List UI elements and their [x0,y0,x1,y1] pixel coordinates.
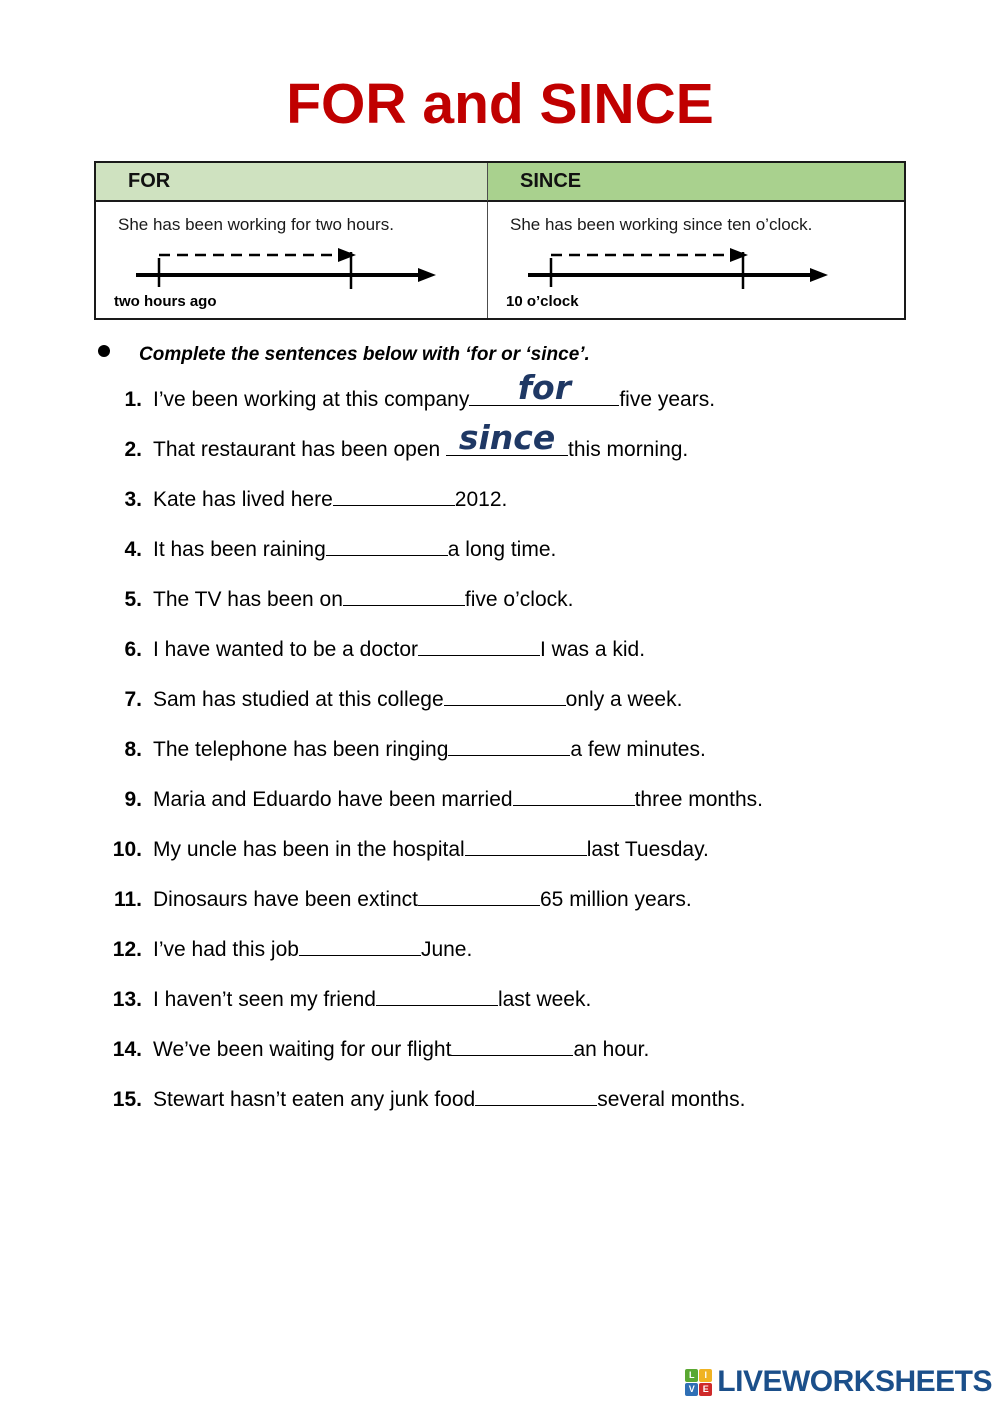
answer-blank-12[interactable] [299,934,421,956]
sentence-after: a long time. [447,538,557,561]
logo-square-i: I [699,1369,712,1382]
exercise-sentence [153,834,709,862]
exercise-item-13 [0,984,1000,1034]
sentence-before: We’ve been waiting for our flight [153,1038,452,1061]
exercise-item-7 [0,684,1000,734]
example-sentence-for: She has been working for two hours. [118,215,394,234]
answer-blank-15[interactable] [475,1084,597,1106]
sentence-after: five years. [619,388,716,411]
answer-blank-7[interactable] [444,684,566,706]
exercise-number: 12. [112,938,142,961]
exercise-sentence [153,484,507,512]
table-header-for: FOR [96,163,488,202]
answer-blank-6[interactable] [418,634,540,656]
instruction-row [0,344,1000,366]
sentence-before: I haven’t seen my friend [153,988,376,1011]
example-sentence-since: She has been working since ten o’clock. [510,215,813,234]
liveworksheets-wordmark: LIVEWORKSHEETS [717,1365,992,1398]
exercise-sentence [153,884,692,912]
table-cell-since [488,202,904,318]
sentence-before: The telephone has been ringing [153,738,449,761]
exercise-sentence [153,418,689,462]
bullet-icon [98,345,110,357]
sentence-after: 2012. [454,488,508,511]
answer-blank-9[interactable] [513,784,635,806]
sentence-before: My uncle has been in the hospital [153,838,465,861]
sentence-before: Dinosaurs have been extinct [153,888,418,911]
sentence-after: last Tuesday. [586,838,709,861]
table-header-row [96,163,904,202]
exercise-number: 14. [112,1038,142,1061]
sentence-before: I have wanted to be a doctor [153,638,419,661]
exercise-number: 8. [124,738,142,761]
exercise-item-11 [0,884,1000,934]
exercise-number: 4. [124,538,142,561]
exercise-number: 15. [112,1088,142,1111]
sentence-after: only a week. [565,688,683,711]
exercise-number: 5. [124,588,142,611]
logo-square-l: L [685,1369,698,1382]
answer-blank-13[interactable] [376,984,498,1006]
sentence-after: last week. [497,988,592,1011]
table-header-since: SINCE [488,163,904,202]
answer-blank-1[interactable] [469,368,619,407]
exercise-sentence [153,534,556,562]
sentence-after: I was a kid. [540,638,646,661]
timeline-svg-for [106,242,446,290]
sentence-before: Maria and Eduardo have been married [153,788,513,811]
exercise-sentence [153,684,682,712]
page-title: FOR and SINCE [286,72,714,136]
answer-blank-11[interactable] [418,884,540,906]
exercise-item-8 [0,734,1000,784]
exercise-item-4 [0,534,1000,584]
timeline-label-for: two hours ago [114,293,217,310]
sentence-before: Stewart hasn’t eaten any junk food [153,1088,476,1111]
logo-square-e: E [699,1383,712,1396]
sentence-before: Sam has studied at this college [153,688,444,711]
sentence-before: The TV has been on [153,588,343,611]
answer-blank-10[interactable] [465,834,587,856]
exercise-sentence [153,1084,745,1112]
timeline-label-since: 10 o’clock [506,293,579,310]
exercise-list [0,368,1000,1134]
exercise-number: 7. [124,688,142,711]
instruction-text: Complete the sentences below with ‘for or ‘since’. [139,344,590,365]
answer-blank-14[interactable] [451,1034,573,1056]
sentence-before: It has been raining [153,538,326,561]
exercise-number: 2. [124,438,142,461]
sentence-after: three months. [634,788,763,811]
exercise-number: 10. [112,838,142,861]
liveworksheets-logo[interactable] [685,1365,992,1399]
exercise-number: 6. [124,638,142,661]
answer-text: since [458,418,556,457]
exercise-sentence [153,1034,649,1062]
sentence-before: I’ve had this job [153,938,299,961]
sentence-after: a few minutes. [570,738,706,761]
exercise-item-3 [0,484,1000,534]
exercise-item-2 [0,418,1000,484]
exercise-sentence [153,368,716,412]
exercise-item-12 [0,934,1000,984]
timeline-diagram-for [96,242,487,290]
sentence-after: several months. [597,1088,746,1111]
sentence-after: 65 million years. [540,888,692,911]
exercise-item-15 [0,1084,1000,1134]
exercise-sentence [153,984,591,1012]
sentence-before: That restaurant has been open [153,438,447,461]
exercise-sentence [153,634,645,662]
sentence-after: June. [420,938,473,961]
liveworksheets-mark-icon [685,1369,712,1396]
table-body-row [96,202,904,318]
answer-text: for [517,368,571,407]
exercise-number: 3. [124,488,142,511]
table-cell-for [96,202,488,318]
exercise-item-10 [0,834,1000,884]
sentence-before: Kate has lived here [153,488,333,511]
exercise-item-1 [0,368,1000,434]
exercise-item-6 [0,634,1000,684]
exercise-sentence [153,734,706,762]
for-since-comparison-table [94,161,906,320]
answer-blank-5[interactable] [343,584,465,606]
exercise-number: 11. [113,888,142,911]
sentence-after: five o’clock. [464,588,574,611]
answer-blank-3[interactable] [333,484,455,506]
sentence-after: an hour. [573,1038,650,1061]
answer-blank-4[interactable] [326,534,448,556]
answer-blank-8[interactable] [448,734,570,756]
exercise-item-5 [0,584,1000,634]
exercise-number: 13. [112,988,142,1011]
logo-square-v: V [685,1383,698,1396]
exercise-sentence [153,784,763,812]
sentence-before: I’ve been working at this company [153,388,470,411]
exercise-number: 9. [124,788,142,811]
timeline-diagram-since [488,242,904,290]
exercise-item-9 [0,784,1000,834]
exercise-sentence [153,934,472,962]
timeline-svg-since [498,242,838,290]
exercise-sentence [153,584,573,612]
exercise-item-14 [0,1034,1000,1084]
exercise-number: 1. [124,388,142,411]
sentence-after: this morning. [568,438,689,461]
answer-blank-2[interactable] [446,418,568,457]
